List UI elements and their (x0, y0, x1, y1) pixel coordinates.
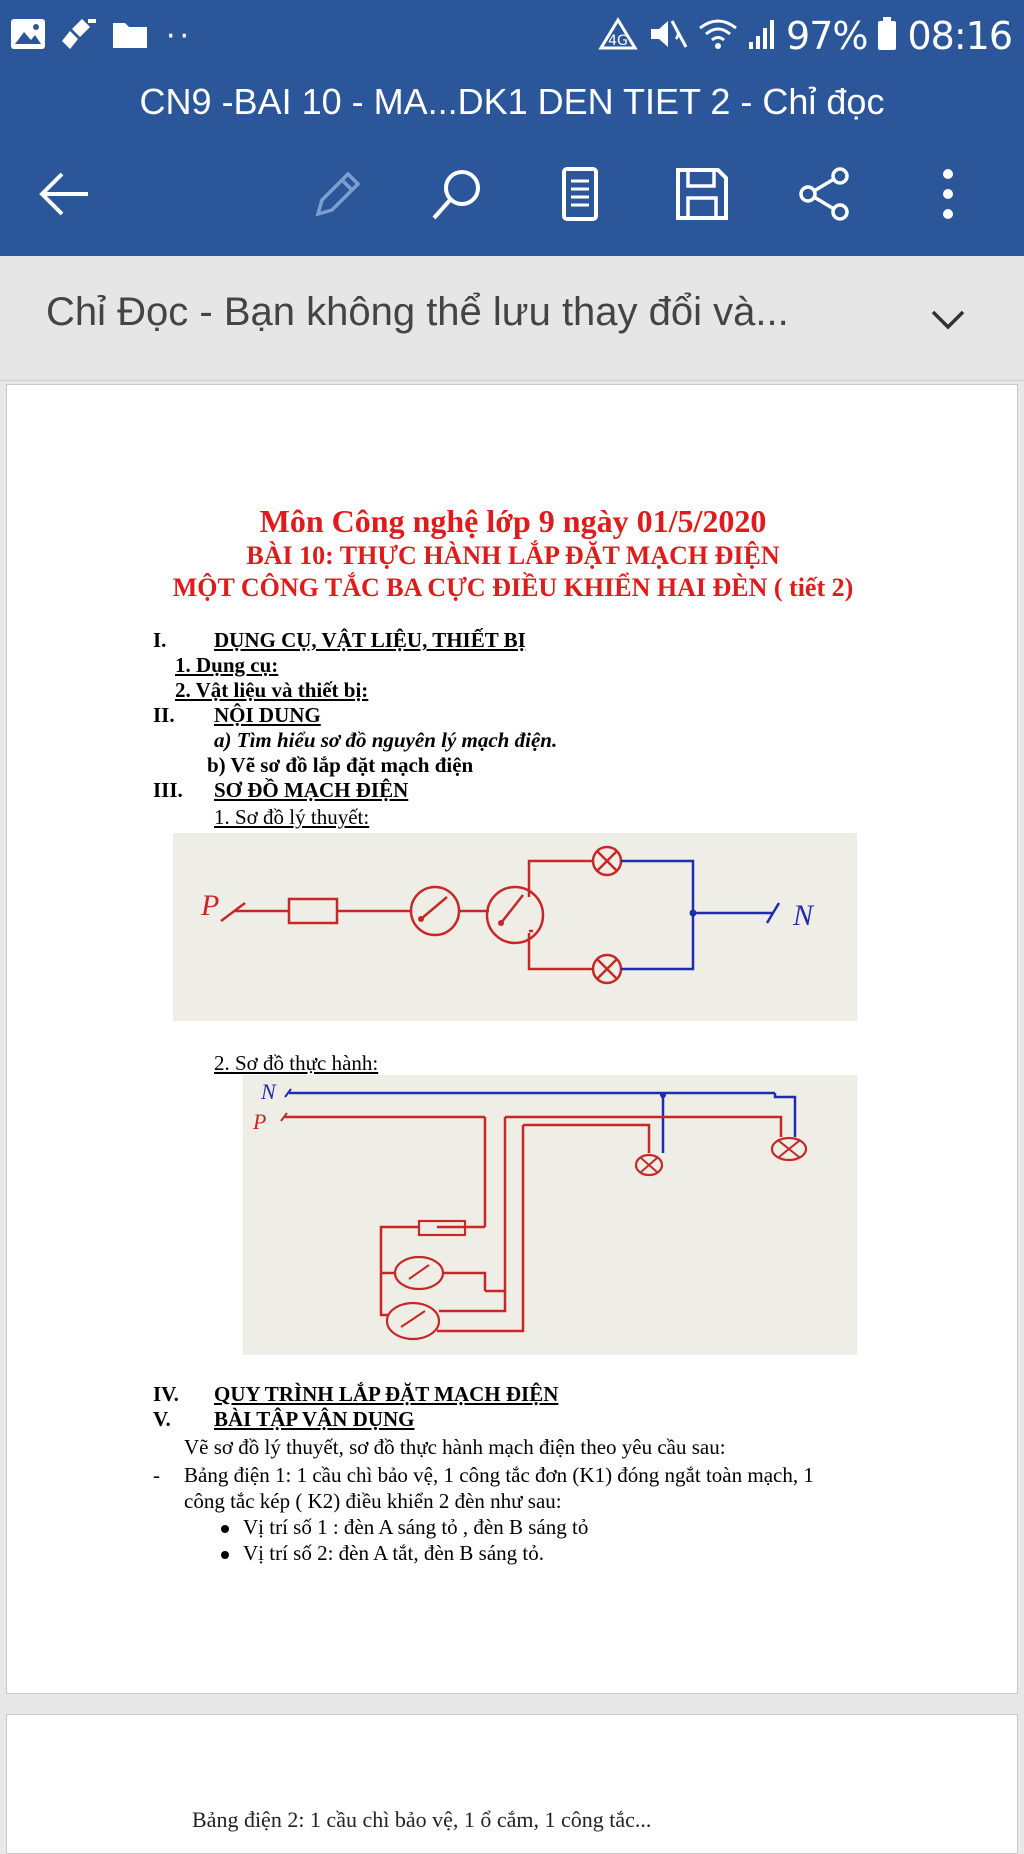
chevron-down-icon[interactable] (925, 296, 971, 342)
section-5-bullet-1: Vị trí số 1 : đèn A sáng tỏ , đèn B sáng tỏ (243, 1515, 589, 1539)
more-vertical-icon (918, 164, 978, 224)
section-3-item-2: 2. Sơ đồ thực hành: (214, 1051, 379, 1075)
switch-k2-symbol (487, 887, 543, 943)
search-icon (426, 164, 486, 224)
section-4-number: IV. (153, 1382, 179, 1406)
folder-icon (112, 19, 148, 54)
fuse-symbol (289, 899, 337, 923)
search-button[interactable] (416, 154, 496, 234)
section-5-line-1: Bảng điện 1: 1 cầu chì bảo vệ, 1 công tắc đơn (K1) đóng ngắt toàn mạch, 1 (184, 1463, 814, 1487)
doc-title-lesson: BÀI 10: THỰC HÀNH LẮP ĐẶT MẠCH ĐIỆN (246, 541, 780, 570)
status-bar-right (598, 14, 1012, 58)
doc-title-topic: MỘT CÔNG TẮC BA CỰC ĐIỀU KHIỂN HAI ĐÈN ( tiết 2) (172, 573, 854, 602)
practice-label-p: P (253, 1109, 267, 1134)
theory-label-n: N (793, 899, 814, 932)
bullet-icon (221, 1551, 229, 1559)
battery-percent: 97% (786, 14, 868, 58)
practice-lamp-a (636, 1155, 662, 1175)
section-1-item-1: 1. Dụng cụ: (175, 653, 279, 677)
sync-alert-icon (598, 17, 638, 56)
save-icon (672, 164, 732, 224)
battery-icon (877, 17, 897, 56)
switch-k1-symbol (411, 887, 459, 935)
document-page[interactable] (6, 384, 1018, 1694)
section-2-title: NỘI DUNG (214, 703, 321, 727)
section-5-title: BÀI TẬP VẬN DỤNG (214, 1407, 415, 1431)
section-4-title: QUY TRÌNH LẮP ĐẶT MẠCH ĐIỆN (214, 1382, 559, 1406)
section-2-item-a: a) Tìm hiểu sơ đồ nguyên lý mạch điện. (214, 728, 558, 752)
status-bar-left (10, 17, 193, 56)
read-only-banner[interactable] (0, 256, 1024, 381)
mute-icon (648, 17, 688, 56)
wifi-icon (698, 18, 738, 55)
section-2-number: II. (153, 703, 175, 727)
gallery-icon (10, 18, 46, 55)
lamp-a-symbol (593, 847, 621, 875)
section-5-intro: Vẽ sơ đồ lý thuyết, sơ đồ thực hành mạch điện theo yêu cầu sau: (184, 1435, 726, 1459)
practice-label-n: N (261, 1079, 276, 1104)
back-button[interactable] (24, 154, 104, 234)
more-dots-icon: ·· (166, 18, 194, 54)
cleaner-icon (60, 17, 98, 56)
section-2-item-b: b) Vẽ sơ đồ lắp đặt mạch điện (207, 753, 474, 777)
section-1-title: DỤNG CỤ, VẬT LIỆU, THIẾT BỊ (214, 628, 526, 652)
edit-button[interactable] (296, 154, 376, 234)
practice-diagram (243, 1075, 857, 1355)
section-5-dash: - (153, 1463, 160, 1487)
more-options-button[interactable] (908, 154, 988, 234)
document-title: CN9 -BAI 10 - MA...DK1 DEN TIET 2 - Chỉ đọc (0, 72, 1024, 132)
bullet-icon (221, 1525, 229, 1533)
reading-view-icon (550, 164, 610, 224)
practice-diagram-svg (243, 1075, 857, 1355)
read-only-banner-text: Chỉ Đọc - Bạn không thể lưu thay đổi và... (46, 290, 789, 334)
theory-label-p: P (201, 889, 220, 922)
lamp-b-symbol (593, 955, 621, 983)
theory-diagram-svg (173, 833, 857, 1021)
practice-switch-k2 (387, 1303, 439, 1339)
status-bar (0, 0, 1024, 72)
section-1-number: I. (153, 628, 167, 652)
document-page-2[interactable] (6, 1714, 1018, 1854)
section-5-line-2: công tắc kép ( K2) điều khiển 2 đèn như sau: (184, 1489, 562, 1513)
signal-icon (748, 18, 776, 55)
page-2-partial-text: Bảng điện 2: 1 cầu chì bảo vệ, 1 ổ cắm, 1 công tắc... (192, 1807, 652, 1832)
share-icon (794, 164, 854, 224)
section-3-item-1: 1. Sơ đồ lý thuyết: (214, 805, 370, 829)
section-1-item-2: 2. Vật liệu và thiết bị: (175, 678, 369, 702)
clock: 08:16 (907, 14, 1012, 58)
practice-lamp-b (772, 1138, 806, 1160)
back-arrow-icon (34, 164, 94, 224)
toolbar (0, 132, 1024, 256)
svg-text:4G: 4G (608, 32, 628, 49)
section-3-title: SƠ ĐỒ MẠCH ĐIỆN (214, 778, 409, 802)
edit-pencil-icon (306, 164, 366, 224)
section-5-bullet-2: Vị trí số 2: đèn A tắt, đèn B sáng tỏ. (243, 1541, 544, 1565)
section-3-number: III. (153, 778, 183, 802)
theory-diagram (173, 833, 857, 1021)
share-button[interactable] (784, 154, 864, 234)
section-5-number: V. (153, 1407, 171, 1431)
save-button[interactable] (662, 154, 742, 234)
doc-title-subject: Môn Công nghệ lớp 9 ngày 01/5/2020 (259, 503, 767, 539)
reading-view-button[interactable] (540, 154, 620, 234)
